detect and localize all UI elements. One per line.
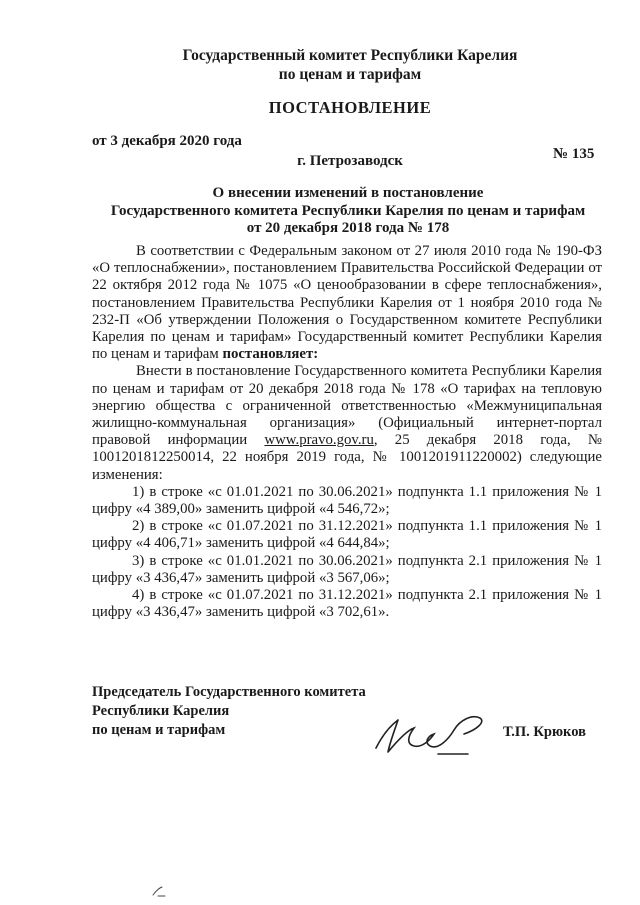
subject-line-1: О внесении изменений в постановление <box>212 185 484 201</box>
document-subject <box>88 185 608 238</box>
change-item-1: 1) в строке «с 01.01.2021 по 30.06.2021» подпункта 1.1 приложения № 1 цифру «4 389,00» заменить цифрой «4 546,72»; <box>92 483 602 518</box>
preamble-paragraph <box>92 243 602 363</box>
handwritten-signature <box>368 696 508 766</box>
resolves-word: постановляет: <box>222 346 319 363</box>
main-text-end: , 25 декабря 2018 года, № 1001201812250014, 22 ноября 2019 года, № 1001201911220002) следующие изменения: <box>92 432 603 483</box>
change-item-3: 3) в строке «с 01.01.2021 по 30.06.2021» подпункта 2.1 приложения № 1 цифру «3 436,47» заменить цифрой «3 567,06»; <box>92 552 602 586</box>
subject-line-2: Государственного комитета Республики Карелия по ценам и тарифам <box>110 202 586 219</box>
pravo-link[interactable]: www.pravo.gov.ru <box>264 432 374 449</box>
signer-position-3: по ценам и тарифам <box>92 722 226 738</box>
issuer-header <box>60 46 640 84</box>
document-city: г. Петрозаводск <box>297 153 403 169</box>
pen-mark <box>150 884 170 898</box>
signer-name: Т.П. Крюков <box>503 724 586 740</box>
issuer-line-2: по ценам и тарифам <box>278 66 422 83</box>
document-type: ПОСТАНОВЛЕНИЕ <box>268 98 432 117</box>
preamble-text: В соответствии с Федеральным законом от 27 июля 2010 года № 190-ФЗ «О теплоснабжении», постановлением Правительства Российской Федерации от 22 октября 2012 года № 1075 «О ценообразовании в сфере теплоснабжения», постановлением Правительства Республики Карелия от 1 ноября 2010 года № 232-П «Об утверждении Положения о Государственном комитете Республики Карелия по ценам и тарифам» Государственный комитет Республики Карелия по ценам и тарифам <box>92 243 602 363</box>
subject-line-3: от 20 декабря 2018 года № 178 <box>246 220 450 236</box>
signer-position-1: Председатель Государственного комитета <box>92 684 366 700</box>
change-item-2: 2) в строке «с 01.07.2021 по 31.12.2021» подпункта 1.1 приложения № 1 цифру «4 406,71» заменить цифрой «4 644,84»; <box>92 518 602 552</box>
document-date: от 3 декабря 2020 года <box>92 133 242 149</box>
main-text-start: Внести в постановление Государственного комитета Республики Карелия по ценам и тарифам от 20 декабря 2018 года № 178 «О тарифах на тепловую энергию общества с ограниченной ответственностью «Межмуниципальная жилищно-коммунальная организация» (Официальный интернет-портал правовой информации <box>92 363 602 449</box>
main-paragraph <box>92 363 602 483</box>
issuer-line-1: Государственный комитет Республики Карелия <box>182 47 518 64</box>
change-item-4: 4) в строке «с 01.07.2021 по 31.12.2021» подпункта 2.1 приложения № 1 цифру «3 436,47» заменить цифрой «3 702,61». <box>92 587 602 621</box>
signer-block <box>92 683 366 740</box>
document-body <box>92 243 602 621</box>
document-number: № 135 <box>553 146 595 162</box>
signer-position-2: Республики Карелия <box>92 703 230 719</box>
